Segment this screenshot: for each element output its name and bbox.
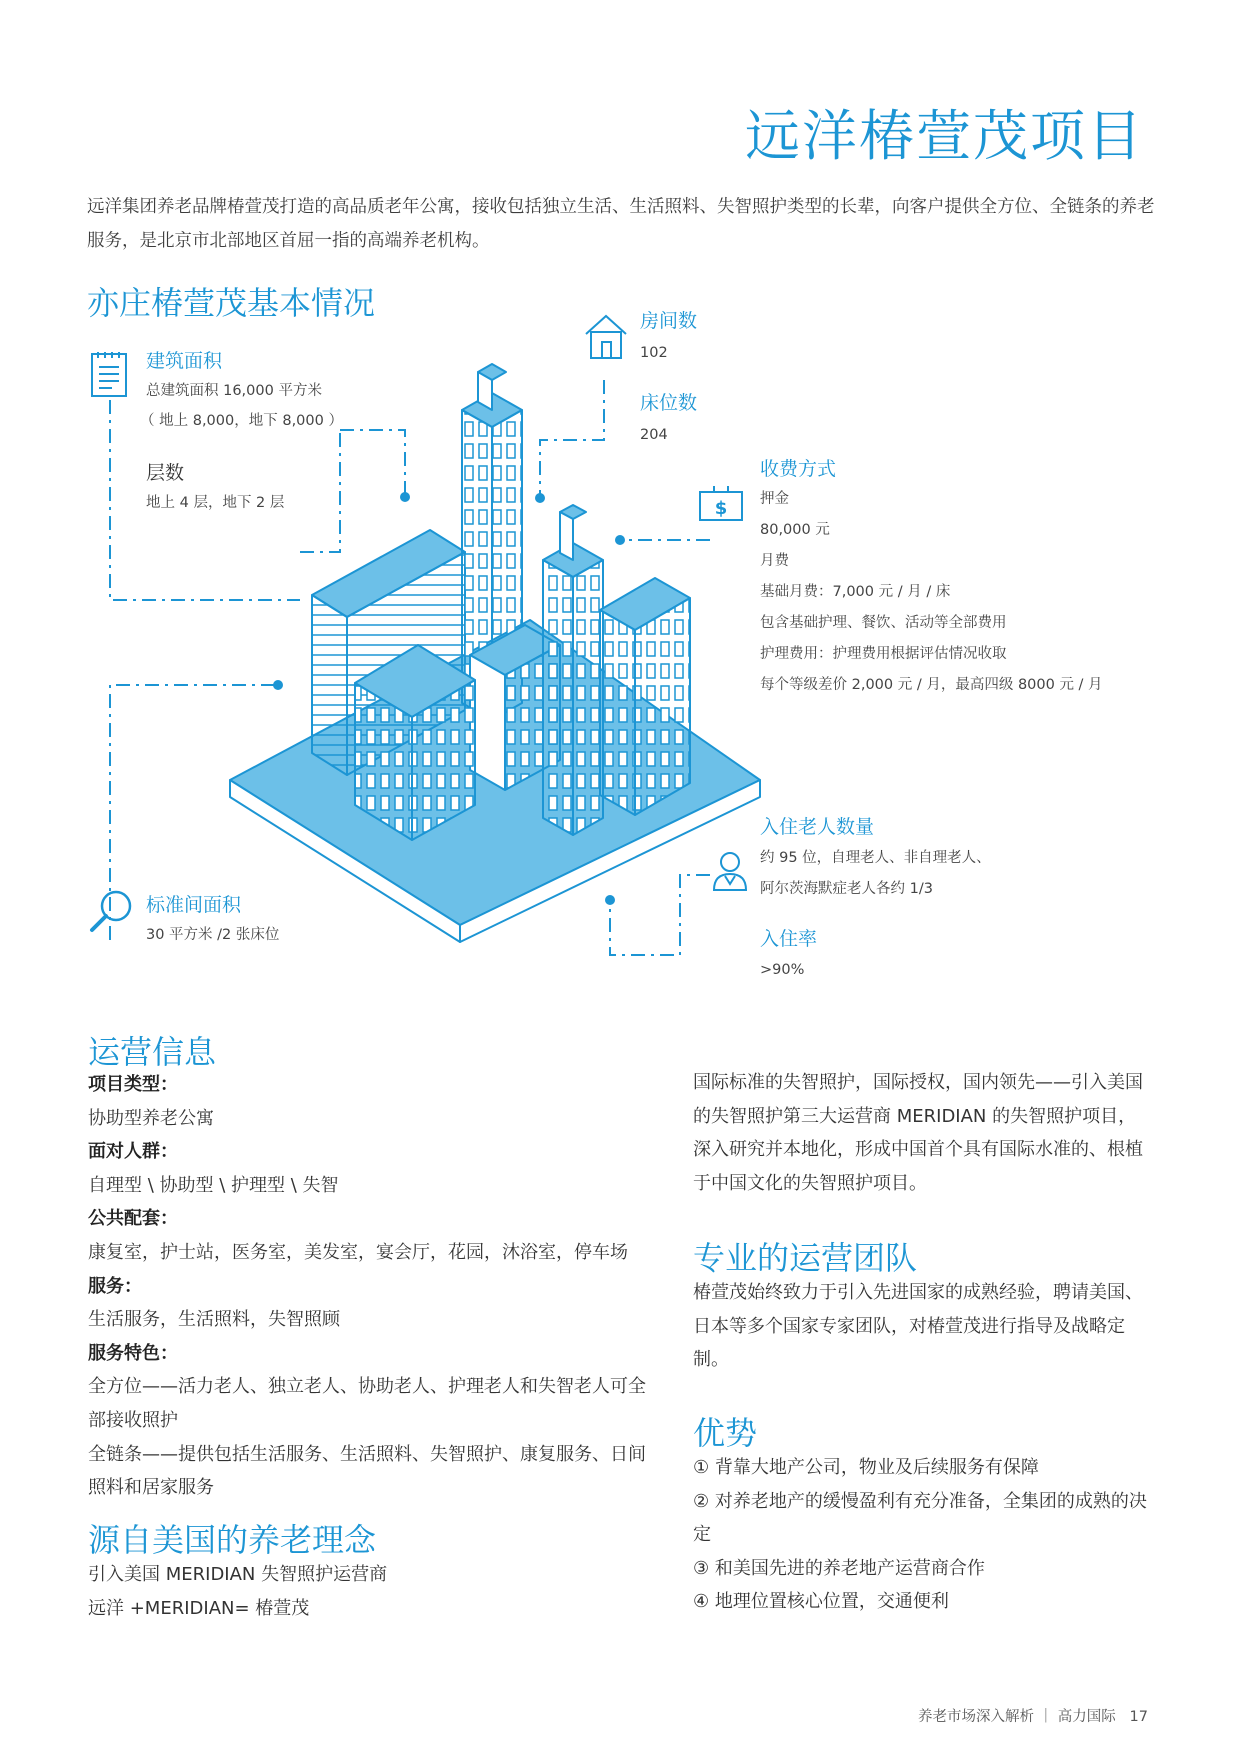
basic-heading: 亦庄椿萱茂基本情况 xyxy=(87,284,376,322)
advantage-item: ③ 和美国先进的养老地产运营商合作 xyxy=(693,1557,985,1579)
advantage-item: ④ 地理位置核心位置，交通便利 xyxy=(693,1591,949,1613)
ops-value: 自理型 \ 协助型 \ 护理型 \ 失智 xyxy=(88,1174,339,1196)
concept-heading: 源自美国的养老理念 xyxy=(88,1521,377,1559)
advantage-item: ① 背靠大地产公司，物业及后续服务有保障 xyxy=(693,1457,1039,1478)
fees-line: 80,000 元 xyxy=(760,522,830,538)
concept-line1: 引入美国 MERIDIAN 失智照护运营商 xyxy=(88,1564,388,1585)
fees-line: 每个等级差价 2,000 元 / 月，最高四级 8000 元 / 月 xyxy=(760,677,1103,693)
advantage-item: ② 对养老地产的缓慢盈利有充分准备，全集团的成熟的决定 xyxy=(693,1490,1147,1546)
ops-heading: 运营信息 xyxy=(88,1033,217,1071)
money-sign-icon xyxy=(698,484,744,526)
page-number: 17 xyxy=(1129,1709,1148,1725)
beds-label: 床位数 xyxy=(640,392,698,414)
fees-label: 收费方式 xyxy=(760,458,837,480)
person-icon xyxy=(710,850,750,894)
ops-value: 生活服务，生活照料，失智照顾 xyxy=(88,1309,340,1331)
meridian-paragraph: 国际标准的失智照护，国际授权，国内领先——引入美国的失智照护第三大运营商 MERIDIAN 的失智照护项目，深入研究并本地化，形成中国首个具有国际水准的、根植于中国文化的失智照护项目。 xyxy=(693,1072,1143,1194)
page-footer xyxy=(918,1705,1148,1726)
area-line1: 总建筑面积 16,000 平方米 xyxy=(146,383,322,399)
rooms-label: 房间数 xyxy=(640,310,698,332)
ops-key: 面对人群： xyxy=(88,1141,178,1163)
std-room-line1: 30 平方米 /2 张床位 xyxy=(146,927,280,943)
floors-line1: 地上 4 层，地下 2 层 xyxy=(146,495,285,511)
residents-line2: 阿尔茨海默症老人各约 1/3 xyxy=(760,881,933,897)
residents-line1: 约 95 位，自理老人、非自理老人、 xyxy=(760,850,991,866)
fees-line: 护理费用：护理费用根据评估情况收取 xyxy=(760,646,1007,662)
ops-key: 项目类型： xyxy=(88,1074,178,1095)
area-line2: （ 地上 8,000，地下 8,000 ） xyxy=(140,413,343,429)
floors-label: 层数 xyxy=(146,462,185,484)
fees-line: 基础月费：7,000 元 / 月 / 床 xyxy=(760,584,951,600)
ops-key: 服务： xyxy=(88,1275,142,1297)
concept-line2: 远洋 +MERIDIAN= 椿萱茂 xyxy=(88,1597,310,1619)
std-room-label: 标准间面积 xyxy=(146,894,242,916)
magnifier-icon xyxy=(88,888,134,934)
advantages-heading: 优势 xyxy=(693,1414,758,1452)
intro-paragraph: 远洋集团养老品牌椿萱茂打造的高品质老年公寓，接收包括独立生活、生活照料、失智照护类型的长辈，向客户提供全方位、全链条的养老服务，是北京市北部地区首屈一指的高端养老机构。 xyxy=(87,197,1155,251)
ops-value: 全方位——活力老人、独立老人、协助老人、护理老人和失智老人可全部接收照护 xyxy=(88,1376,646,1431)
area-label: 建筑面积 xyxy=(146,350,223,372)
team-text: 椿萱茂始终致力于引入先进国家的成熟经验，聘请美国、日本等多个国家专家团队，对椿萱茂进行指导及战略定制。 xyxy=(693,1282,1143,1371)
footer-text: 养老市场深入解析 ｜ 高力国际 xyxy=(918,1709,1116,1725)
team-heading: 专业的运营团队 xyxy=(693,1239,918,1277)
house-icon xyxy=(584,312,628,360)
ops-extra: 全链条——提供包括生活服务、生活照料、失智照护、康复服务、日间照料和居家服务 xyxy=(88,1443,646,1499)
fees-line: 月费 xyxy=(760,553,789,569)
ops-value: 协助型养老公寓 xyxy=(88,1107,214,1129)
occupancy-value: >90% xyxy=(760,962,805,978)
fees-line: 押金 xyxy=(760,491,789,507)
svg-text:$: $ xyxy=(714,498,728,519)
ops-value: 康复室，护士站，医务室，美发室，宴会厅，花园，沐浴室，停车场 xyxy=(88,1241,628,1263)
beds-value: 204 xyxy=(640,427,668,443)
page-title: 远洋椿萱茂项目 xyxy=(744,104,1144,168)
fees-line: 包含基础护理、餐饮、活动等全部费用 xyxy=(760,615,1007,631)
rooms-value: 102 xyxy=(640,345,668,361)
ops-key: 公共配套： xyxy=(88,1208,178,1230)
occupancy-label: 入住率 xyxy=(760,928,818,950)
advantages-list xyxy=(693,1451,1148,1619)
ops-key: 服务特色： xyxy=(88,1342,178,1364)
concept-text xyxy=(88,1558,668,1625)
ops-list xyxy=(88,1068,668,1505)
notepad-icon xyxy=(90,350,130,400)
residents-label: 入住老人数量 xyxy=(760,816,875,838)
